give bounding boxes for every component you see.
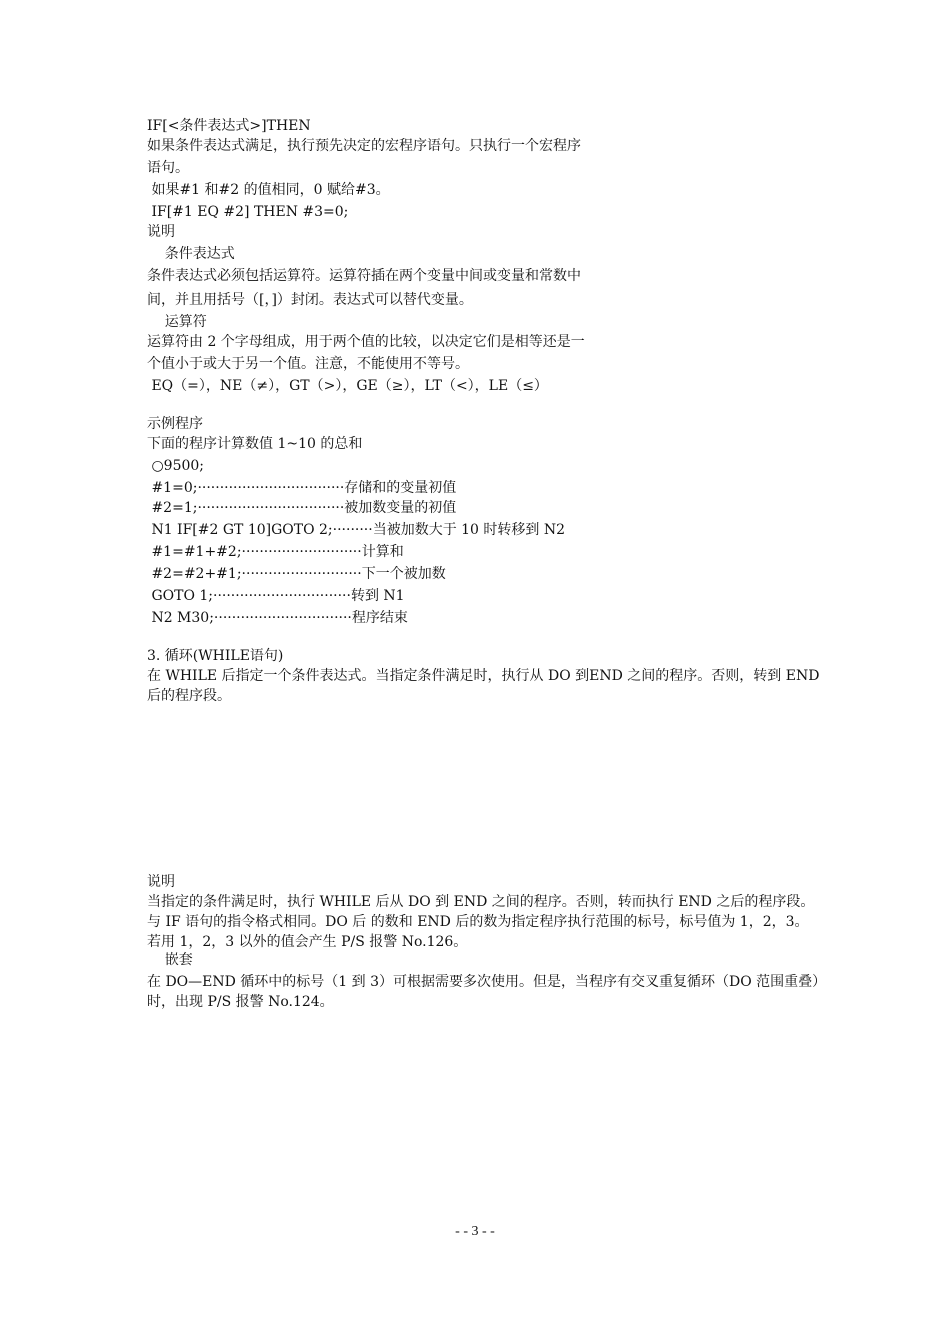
explain-heading: 说明 (147, 224, 175, 240)
nest-text: 在 DO—END 循环中的标号（1 到 3）可根据需要多次使用。但是，当程序有交叉重复循环（DO 范围重叠）时，出现 P/S 报警 No.124。 (147, 974, 820, 1010)
if-syntax: IF[<条件表达式>]THEN (147, 118, 311, 134)
if-desc-line1: 如果条件表达式满足，执行预先决定的宏程序语句。只执行一个宏程序 (147, 138, 581, 154)
cond-heading: 条件表达式 (147, 246, 235, 262)
op-heading: 运算符 (147, 314, 207, 330)
while-heading: 3. 循环(WHILE语句) (147, 648, 284, 664)
page-number: - - 3 - - (455, 1224, 495, 1239)
code-line: GOTO 1;·······························转到 N1 (147, 588, 405, 604)
code-line: N2 M30;·······························程序结束 (147, 610, 408, 626)
op-line1: 运算符由 2 个字母组成，用于两个值的比较，以决定它们是相等还是一 (147, 334, 585, 350)
while-explain-text: 当指定的条件满足时，执行 WHILE 后从 DO 到 END 之间的程序。否则，转而执行 END 之后的程序段。与 IF 语句的指令格式相同。DO 后 的数和 END 后的数为指定程序执行范围的标号，标号值为 1，2，3。 若用 1，2，3 以外的值会产生 P/S 报警 No.126。 (147, 894, 815, 950)
cond-line1: 条件表达式必须包括运算符。运算符插在两个变量中间或变量和常数中 (147, 268, 581, 284)
if-example-code: IF[#1 EQ #2] THEN #3=0; (147, 204, 349, 220)
code-line: #1=#1+#2;···························计算和 (147, 544, 404, 560)
code-line: #2=1;·································被加数变量的初值 (147, 500, 457, 516)
code-line: #2=#2+#1;···························下一个被加数 (147, 566, 446, 582)
nest-heading: 嵌套 (147, 952, 193, 968)
if-example-text: 如果#1 和#2 的值相同，0 赋给#3。 (147, 182, 390, 198)
cond-line2: 间，并且用括号（[，]）封闭。表达式可以替代变量。 (147, 292, 473, 308)
operator-list: EQ（=），NE（≠），GT（>），GE（≥），LT（<），LE（≤） (147, 378, 548, 394)
op-line2: 个值小于或大于另一个值。注意，不能使用不等号。 (147, 356, 469, 372)
sample-intro: 下面的程序计算数值 1~10 的总和 (147, 436, 363, 452)
code-line: ○9500; (147, 458, 205, 474)
while-explain-heading: 说明 (147, 874, 175, 890)
code-line: #1=0;·································存储和的变量初值 (147, 480, 457, 496)
sample-heading: 示例程序 (147, 416, 203, 432)
while-desc: 在 WHILE 后指定一个条件表达式。当指定条件满足时，执行从 DO 到END 之间的程序。否则，转到 END 后的程序段。 (147, 668, 820, 704)
code-line: N1 IF[#2 GT 10]GOTO 2;·········当被加数大于 10 时转移到 N2 (147, 522, 566, 538)
if-desc-line2: 语句。 (147, 160, 189, 176)
